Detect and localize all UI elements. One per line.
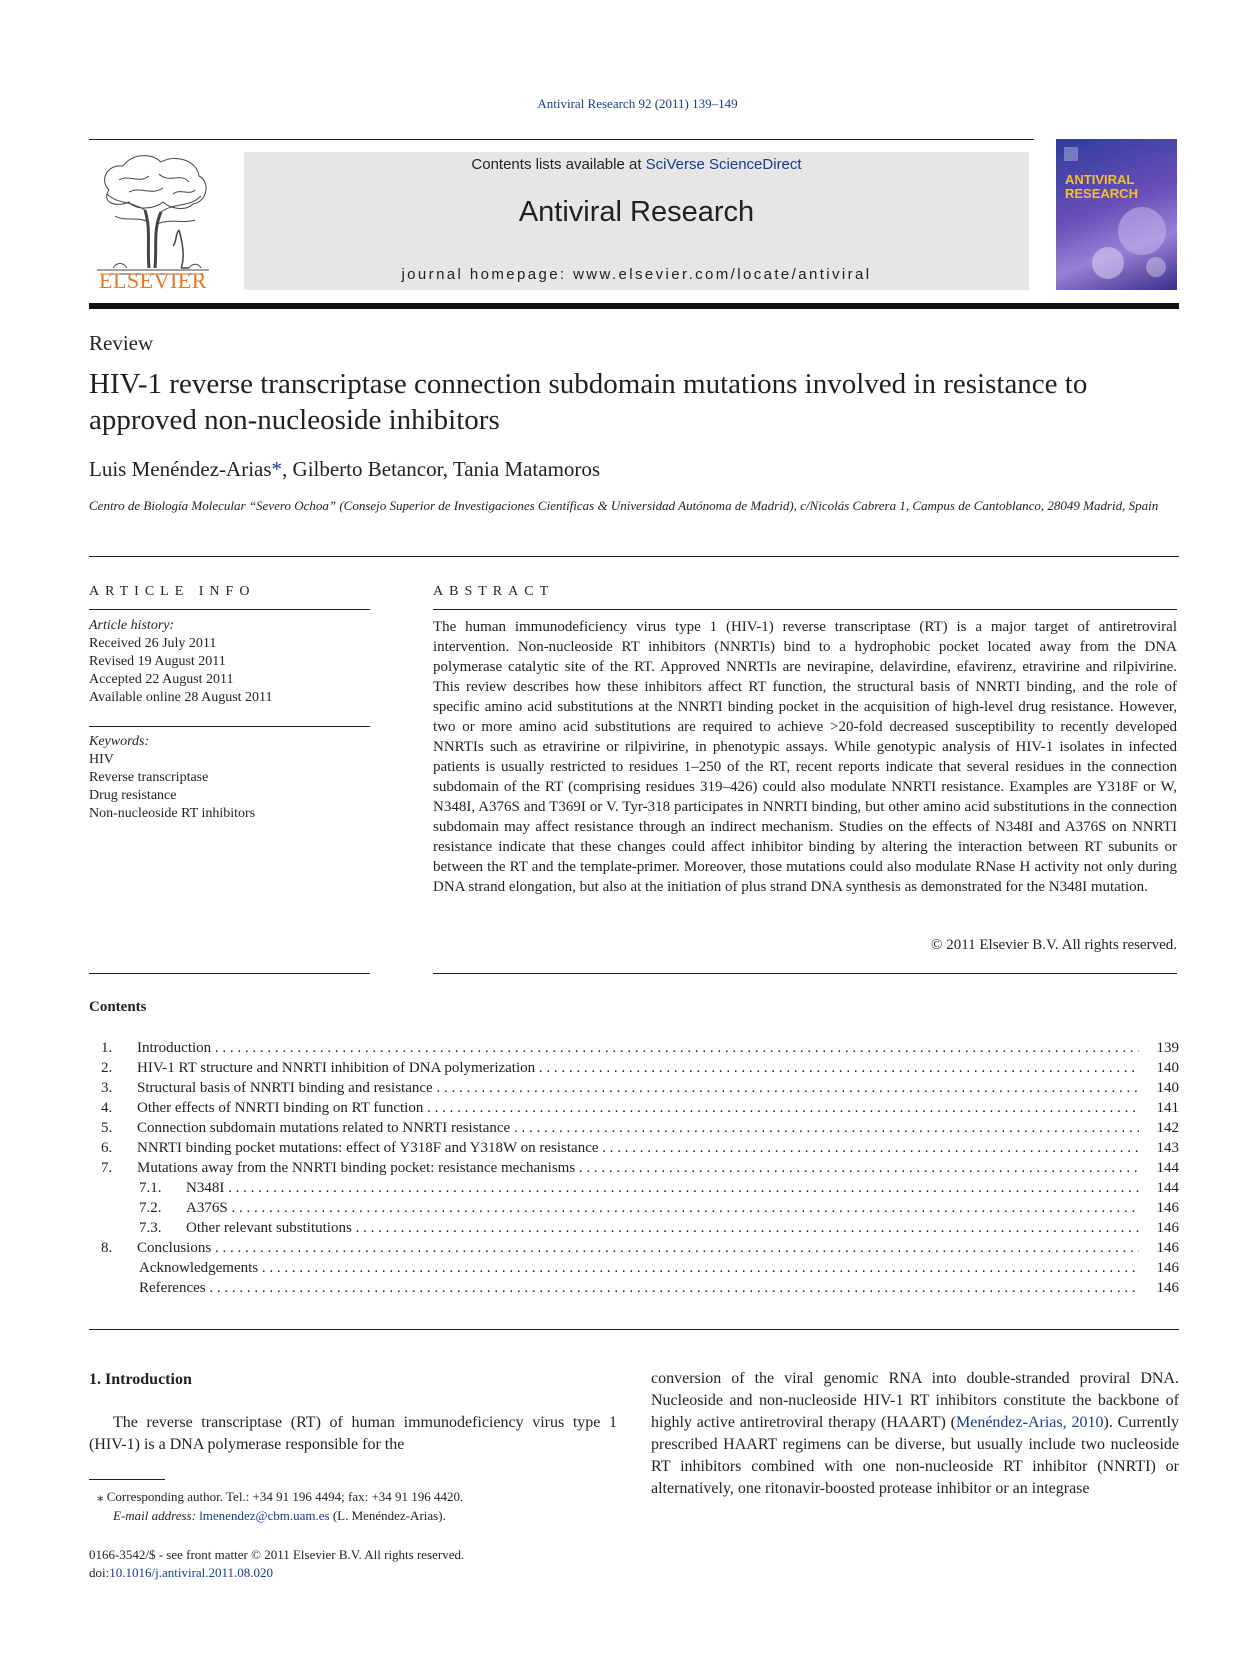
cover-title: ANTIVIRAL RESEARCH	[1065, 172, 1138, 201]
contents-bottom-rule	[89, 1329, 1179, 1330]
toc-subentry[interactable]: 7.1. N348I . . . 144	[89, 1178, 1179, 1198]
footnote-mark: ⁎	[97, 1489, 104, 1504]
revised-date: Revised 19 August 2011	[89, 654, 226, 669]
front-matter	[89, 1546, 464, 1582]
elsevier-wordmark: ELSEVIER	[99, 268, 207, 293]
author-list	[89, 457, 600, 482]
contents-availability-line	[244, 156, 1029, 173]
keywords-label: Keywords:	[89, 734, 150, 749]
received-date: Received 26 July 2011	[89, 636, 217, 651]
journal-cover-image	[1056, 139, 1177, 290]
masthead-rule-bottom	[89, 303, 1179, 309]
abstract-copyright: © 2011 Elsevier B.V. All rights reserved.	[931, 937, 1177, 953]
issn-line: 0166-3542/$ - see front matter © 2011 Elsevier B.V. All rights reserved.	[89, 1547, 465, 1562]
email-owner: (L. Menéndez-Arias).	[329, 1508, 446, 1523]
email-label: E-mail address:	[113, 1508, 196, 1523]
journal-citation[interactable]: Antiviral Research 92 (2011) 139–149	[537, 96, 738, 111]
contact-details: Corresponding author. Tel.: +34 91 196 4494; fax: +34 91 196 4420.	[103, 1489, 464, 1504]
contents-prefix: Contents lists available at	[471, 156, 646, 173]
toc-subentry[interactable]: 7.3. Other relevant substitutions . . . 146	[89, 1218, 1179, 1238]
toc-entry[interactable]: 8. Conclusions . . . 146	[89, 1238, 1179, 1258]
article-title: HIV-1 reverse transcriptase connection subdomain mutations involved in resistance to approved non-nucleoside inhibitors	[89, 368, 1088, 436]
sciencedirect-link[interactable]: SciVerse ScienceDirect	[645, 156, 802, 173]
article-history	[89, 617, 273, 707]
introduction-paragraph-right: conversion of the viral genomic RNA into double-stranded proviral DNA. Nucleoside and non-nucleoside HIV-1 RT inhibitors constitute the backbone of highly active antiretroviral therapy (HAART) (Menéndez-Arias, 2010). Currently prescribed HAART regimens can be diverse, but usually include two nucleoside RT inhibitors combined with one non-nucleoside RT inhibitor (NNRTI) or alternatively, one ritonavir-boosted protease inhibitor or an integrase	[651, 1370, 1179, 1497]
keyword: Non-nucleoside RT inhibitors	[89, 806, 256, 821]
keywords	[89, 733, 255, 823]
toc-entry[interactable]: 2. HIV-1 RT structure and NNRTI inhibition of DNA polymerization . . . 140	[89, 1058, 1179, 1078]
coauthor-names: , Gilberto Betancor, Tania Matamoros	[282, 457, 601, 481]
history-rule	[89, 726, 370, 727]
journal-homepage[interactable]: journal homepage: www.elsevier.com/locate/antiviral	[401, 266, 872, 283]
toc-entry[interactable]: 1. Introduction . . . 139	[89, 1038, 1179, 1058]
corresponding-author-footnote	[89, 1487, 629, 1525]
introduction-paragraph-left: The reverse transcriptase (RT) of human immunodeficiency virus type 1 (HIV-1) is a DNA polymerase responsible for the	[89, 1414, 617, 1453]
toc-entry[interactable]: 3. Structural basis of NNRTI binding and resistance . . . 140	[89, 1078, 1179, 1098]
keyword: Reverse transcriptase	[89, 770, 209, 785]
journal-name: Antiviral Research	[518, 196, 755, 228]
journal-banner	[244, 152, 1029, 290]
article-type: Review	[89, 331, 154, 355]
doi-line: doi:10.1016/j.antiviral.2011.08.020	[89, 1565, 274, 1580]
article-info-rule	[89, 609, 370, 610]
table-of-contents	[89, 1038, 1179, 1298]
toc-entry[interactable]: 7. Mutations away from the NNRTI binding pocket: resistance mechanisms . . . 144	[89, 1158, 1179, 1178]
abstract-rule	[433, 609, 1177, 610]
abstract-heading: ABSTRACT	[433, 584, 555, 599]
toc-entry[interactable]: 6. NNRTI binding pocket mutations: effect of Y318F and Y318W on resistance . . . 143	[89, 1138, 1179, 1158]
keyword: HIV	[89, 752, 114, 767]
accepted-date: Accepted 22 August 2011	[89, 672, 234, 687]
author-affiliation: Centro de Biología Molecular “Severo Ochoa” (Consejo Superior de Investigaciones Científicas & Universidad Autónoma de Madrid), c/Nicolás Cabrera 1, Campus de Cantoblanco, 28049 Madrid, Spain	[89, 498, 1159, 513]
toc-subentry[interactable]: 7.2. A376S . . . 146	[89, 1198, 1179, 1218]
abstract-text: The human immunodeficiency virus type 1 (HIV-1) reverse transcriptase (RT) is a major target of antiretroviral intervention. Non-nucleoside RT inhibitors (NNRTIs) bind to a hydrophobic pocket located away from the DNA polymerase catalytic site of the RT. Approved NNRTIs are nevirapine, delavirdine, efavirenz, etravirine and rilpivirine. This review describes how these inhibitors affect RT function, the structural basis of NNRTI binding, and the role of specific amino acid substitutions at the NNRTI binding pocket in the acquisition of high-level drug resistance. However, two or more amino acid substitutions are required to achieve >20-fold decreased susceptibility to recently developed NNRTIs such as etravirine or rilpivirine, in phenotypic assays. While genotypic analysis of HIV-1 isolates in infected patients is usually restricted to residues 1–250 of the RT, recent reports indicate that several residues in the connection subdomain of the RT (comprising residues 319–426) could also modulate NNRTI resistance. Examples are Y318F or W, N348I, A376S and T369I or V. Tyr-318 participates in NNRTI binding, but other amino acid substitutions in the connection subdomain may affect resistance through an indirect mechanism. Studies on the effects of N348I and A376S on NNRTI resistance indicate that these changes could affect inhibitor binding by altering the interaction between RT subunits or between the RT and the template-primer. Moreover, those mutations could also modulate RNase H activity not only during DNA strand elongation, but also at the initiation of plus strand DNA synthesis as demonstrated for the N348I mutation.	[433, 619, 1177, 895]
corresponding-author-mark[interactable]: *	[271, 457, 283, 481]
keyword: Drug resistance	[89, 788, 177, 803]
email-link[interactable]: lmenendez@cbm.uam.es	[199, 1508, 330, 1523]
introduction-heading: 1. Introduction	[89, 1371, 192, 1388]
toc-entry[interactable]: 5. Connection subdomain mutations related to NNRTI resistance . . . 142	[89, 1118, 1179, 1138]
cover-artwork	[1056, 139, 1177, 290]
contents-heading: Contents	[89, 999, 147, 1015]
online-date: Available online 28 August 2011	[89, 690, 273, 705]
masthead-rule-top	[89, 139, 1034, 140]
article-info-bottom-rule	[89, 973, 370, 974]
author-name: Luis Menéndez-Arias	[89, 457, 272, 481]
section-rule	[89, 556, 1179, 557]
toc-entry[interactable]: Acknowledgements . . . 146	[89, 1258, 1179, 1278]
footnote-rule	[89, 1479, 165, 1480]
toc-entry[interactable]: References . . . 146	[89, 1278, 1179, 1298]
history-label: Article history:	[89, 618, 175, 633]
abstract-bottom-rule	[433, 973, 1177, 974]
article-info-heading: ARTICLE INFO	[89, 584, 256, 599]
reference-link[interactable]: Menéndez-Arias, 2010	[956, 1414, 1104, 1431]
doi-link[interactable]: 10.1016/j.antiviral.2011.08.020	[109, 1565, 274, 1580]
toc-entry[interactable]: 4. Other effects of NNRTI binding on RT function . . . 141	[89, 1098, 1179, 1118]
